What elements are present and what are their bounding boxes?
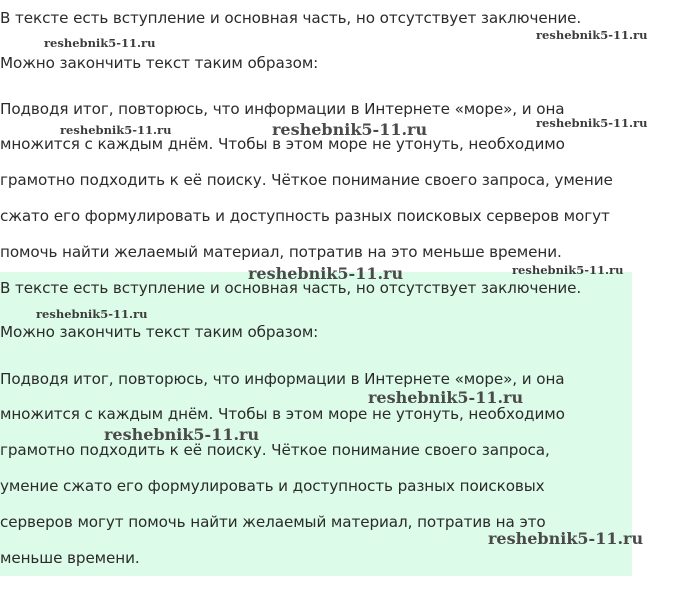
paragraph-line: множится с каждым днём. Чтобы в этом море не утонуть, необходимо bbox=[0, 135, 565, 153]
paragraph-line: серверов могут помочь найти желаемый материал, потратив на это bbox=[0, 513, 546, 531]
paragraph-line: грамотно подходить к её поиску. Чёткое понимание своего запроса, bbox=[0, 441, 550, 459]
watermark: reshebnik5-11.ru bbox=[536, 116, 648, 130]
watermark: reshebnik5-11.ru bbox=[272, 120, 428, 139]
paragraph-line: В тексте есть вступление и основная часть, но отсутствует заключение. bbox=[0, 279, 582, 297]
watermark: reshebnik5-11.ru bbox=[36, 307, 148, 321]
paragraph-line: В тексте есть вступление и основная часть, но отсутствует заключение. bbox=[0, 9, 582, 27]
paragraph-line: Подводя итог, повторюсь, что информации в Интернете «море», и она bbox=[0, 370, 565, 388]
paragraph-line: помочь найти желаемый материал, потратив на это меньше времени. bbox=[0, 243, 562, 261]
paragraph-line: грамотно подходить к её поиску. Чёткое понимание своего запроса, умение bbox=[0, 171, 613, 189]
paragraph-line: умение сжато его формулировать и доступность разных поисковых bbox=[0, 477, 545, 495]
paragraph-line: Можно закончить текст таким образом: bbox=[0, 323, 319, 341]
paragraph-line: множится с каждым днём. Чтобы в этом море не утонуть, необходимо bbox=[0, 405, 565, 423]
watermark: reshebnik5-11.ru bbox=[248, 264, 404, 283]
paragraph-line: Можно закончить текст таким образом: bbox=[0, 54, 319, 72]
watermark: reshebnik5-11.ru bbox=[536, 28, 648, 42]
paragraph-line: Подводя итог, повторюсь, что информации в Интернете «море», и она bbox=[0, 100, 565, 118]
watermark: reshebnik5-11.ru bbox=[104, 425, 260, 444]
paragraph-line: сжато его формулировать и доступность разных поисковых серверов могут bbox=[0, 207, 610, 225]
watermark: reshebnik5-11.ru bbox=[44, 36, 156, 50]
watermark: reshebnik5-11.ru bbox=[512, 263, 624, 277]
watermark: reshebnik5-11.ru bbox=[368, 388, 524, 407]
watermark: reshebnik5-11.ru bbox=[60, 123, 172, 137]
paragraph-line: меньше времени. bbox=[0, 549, 140, 567]
watermark: reshebnik5-11.ru bbox=[488, 529, 644, 548]
